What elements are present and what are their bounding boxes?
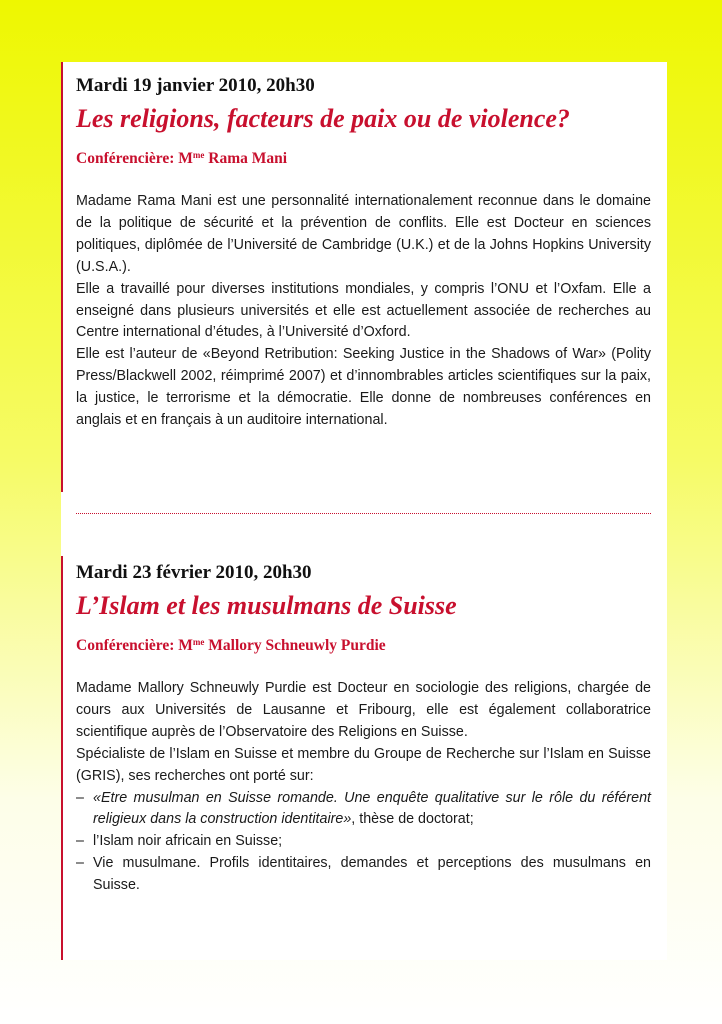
paragraph: Madame Mallory Schneuwly Purdie est Docteur en sociologie des religions, chargée de cours aux Universités de Lausanne et Fribourg, elle est également collaboratrice scientifique auprès de l’Observatoire des Religions en Suisse. bbox=[76, 680, 651, 740]
paragraph: Elle est l’auteur de «Beyond Retribution: Seeking Justice in the Shadows of War» (Polity Press/Blackwell 2002, réimprimé 2007) et d’innombrables articles scientifiques sur la paix, la justice, le terrorisme et la démocratie. Elle donne de nombreuses conférences en anglais et en français à un auditoire international. bbox=[76, 346, 651, 429]
event1-red-line bbox=[61, 62, 63, 492]
event-title: Les religions, facteurs de paix ou de violence? bbox=[76, 104, 570, 133]
event-date: Mardi 19 janvier 2010, 20h30 bbox=[76, 75, 315, 96]
dotted-divider bbox=[76, 513, 651, 514]
list-item: – l’Islam noir africain en Suisse; bbox=[76, 833, 283, 850]
paragraph: Spécialiste de l’Islam en Suisse et membre du Groupe de Recherche sur l’Islam en Suisse (GRIS), ses recherches ont porté sur: bbox=[76, 745, 651, 784]
event-date: Mardi 23 février 2010, 20h30 bbox=[76, 562, 312, 583]
event2-red-line bbox=[61, 556, 63, 960]
event-1 bbox=[76, 74, 651, 432]
event-description bbox=[76, 191, 651, 432]
event-2 bbox=[76, 561, 651, 897]
event-description bbox=[76, 678, 651, 897]
event-title: L’Islam et les musulmans de Suisse bbox=[76, 591, 457, 620]
content-card bbox=[61, 62, 667, 960]
list-item: – Vie musulmane. Profils identitaires, demandes et perceptions des musulmans en Suisse. bbox=[76, 855, 651, 894]
event-speaker: Conférencière: $M^{me}$ Mallory Schneuwly Purdie bbox=[76, 637, 386, 654]
paragraph: Madame Rama Mani est une personnalité internationalement reconnue dans le domaine de la politique de sécurité et la prévention de conflits. Elle est Docteur en sciences politiques, diplômée de l’Université de Cambridge (U.K.) et de la Johns Hopkins University (U.S.A.). bbox=[76, 193, 651, 275]
paragraph: Elle a travaillé pour diverses institutions mondiales, y compris l’ONU et l’Oxfam. Elle a enseigné dans plusieurs universités et elle est actuellement associée de recherches au Centre international d’études, à l’Université d’Oxford. bbox=[76, 280, 651, 341]
list-item: – «Etre musulman en Suisse romande. Une enquête qualitative sur le rôle du référent religieux dans la construction identitaire», thèse de doctorat; bbox=[76, 789, 651, 828]
event-speaker: Conférencière: $M^{me}$ Rama Mani bbox=[76, 150, 288, 167]
research-list bbox=[76, 788, 651, 898]
